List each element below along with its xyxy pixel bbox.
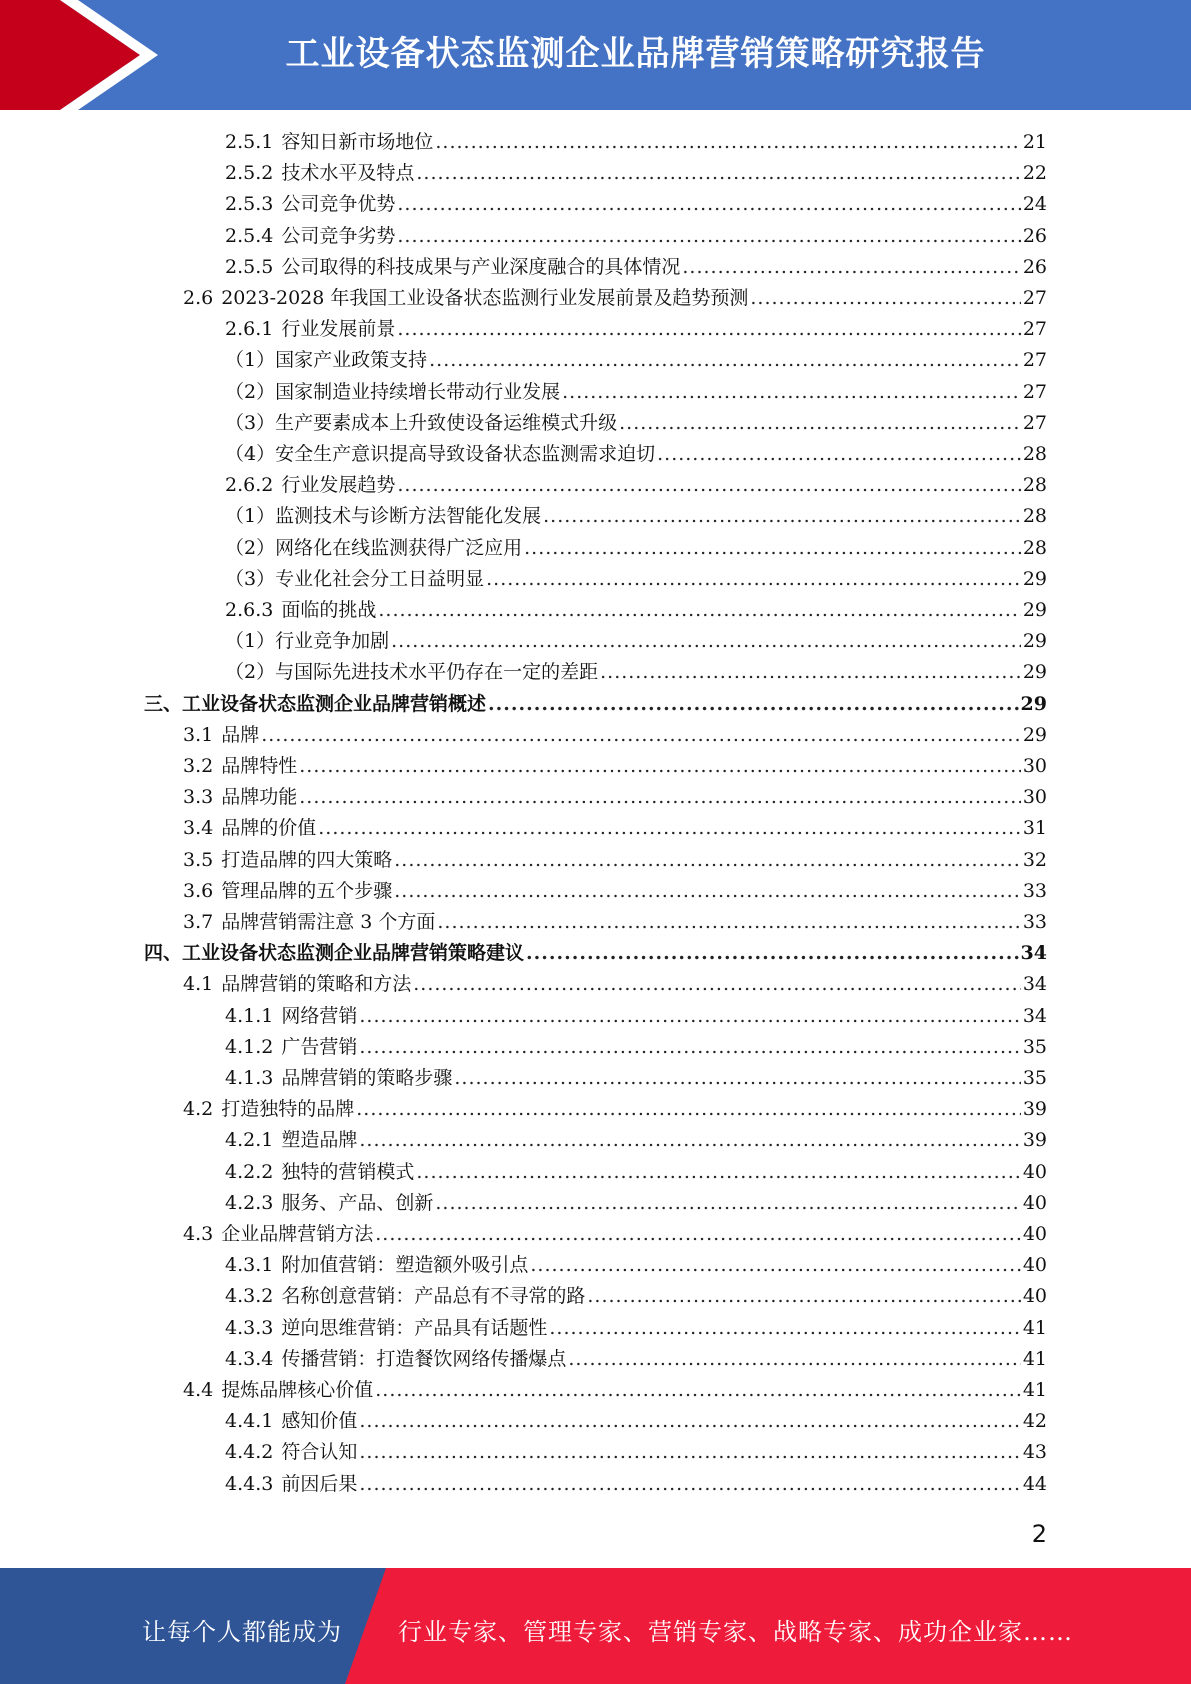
toc-dot-leader [397, 314, 1020, 345]
toc-entry-page: 24 [1022, 193, 1047, 215]
toc-dot-leader [524, 533, 1021, 564]
toc-entry-title: 独特的营销模式 [281, 1161, 415, 1183]
toc-entry[interactable] [225, 657, 1047, 688]
toc-entry-number: 4.2.1 [225, 1129, 274, 1151]
toc-entry-title: 公司竞争优势 [281, 193, 396, 215]
toc-dot-leader [397, 189, 1020, 220]
toc-entry-page: 35 [1022, 1067, 1047, 1089]
toc-entry-number: （2） [225, 661, 276, 683]
toc-entry[interactable] [225, 408, 1047, 439]
toc-dot-leader [397, 221, 1020, 252]
toc-entry-page: 43 [1022, 1441, 1047, 1463]
toc-entry-title: 广告营销 [281, 1036, 358, 1058]
toc-dot-leader [750, 283, 1020, 314]
toc-dot-leader [657, 439, 1021, 470]
toc-entry-title: 品牌营销的策略和方法 [221, 973, 412, 995]
header-arrow-decoration [0, 0, 160, 110]
toc-entry-title: 国家产业政策支持 [275, 349, 428, 371]
toc-entry-title: 安全生产意识提高导致设备状态监测需求迫切 [275, 443, 656, 465]
toc-entry-page: 34 [1020, 942, 1047, 964]
toc-entry-number: 三、 [144, 693, 183, 715]
toc-entry-title: 面临的挑战 [281, 599, 377, 621]
toc-entry-title: 品牌功能 [221, 786, 298, 808]
toc-entry-title: 提炼品牌核心价值 [221, 1379, 374, 1401]
toc-entry-page: 29 [1022, 568, 1047, 590]
page-header [0, 0, 1191, 110]
toc-entry-number: 3.4 [183, 817, 214, 839]
toc-entry[interactable] [225, 595, 1047, 626]
toc-entry-page: 40 [1022, 1192, 1047, 1214]
toc-entry-page: 28 [1022, 537, 1047, 559]
toc-entry-title: 塑造品牌 [281, 1129, 358, 1151]
toc-entry-number: 2.5.2 [225, 162, 274, 184]
page-footer [0, 1568, 1191, 1684]
toc-entry-number: 2.6.1 [225, 318, 274, 340]
toc-entry-page: 41 [1022, 1348, 1047, 1370]
footer-slogan-right: 行业专家、管理专家、营销专家、战略专家、成功企业家…… [398, 1618, 1073, 1646]
toc-entry-title: 公司取得的科技成果与产业深度融合的具体情况 [281, 256, 681, 278]
toc-entry-page: 28 [1022, 474, 1047, 496]
toc-dot-leader [391, 626, 1021, 657]
toc-entry[interactable] [225, 1032, 1047, 1063]
toc-entry[interactable] [183, 969, 1047, 1000]
toc-entry[interactable] [183, 720, 1047, 751]
toc-entry-page: 44 [1022, 1473, 1047, 1495]
toc-entry-number: 4.4.2 [225, 1441, 274, 1463]
toc-dot-leader [261, 720, 1021, 751]
toc-entry-title: 打造品牌的四大策略 [221, 849, 393, 871]
toc-dot-leader [394, 876, 1021, 907]
toc-entry-title: 行业发展趋势 [281, 474, 396, 496]
toc-entry[interactable] [183, 1094, 1047, 1125]
toc-entry-title: 容知日新市场地位 [281, 131, 434, 153]
footer-slogan-left: 让每个人都能成为 [142, 1618, 342, 1646]
toc-dot-leader [549, 1313, 1020, 1344]
toc-dot-leader [568, 1344, 1020, 1375]
toc-entry-page: 30 [1022, 786, 1047, 808]
toc-entry-page: 27 [1022, 381, 1047, 403]
toc-entry[interactable] [225, 1344, 1047, 1375]
toc-dot-leader [299, 751, 1021, 782]
toc-entry-page: 21 [1022, 131, 1047, 153]
toc-entry-page: 26 [1022, 256, 1047, 278]
toc-entry-number: 4.3.3 [225, 1317, 274, 1339]
toc-dot-leader [378, 595, 1020, 626]
toc-entry[interactable] [183, 283, 1047, 314]
toc-entry-page: 34 [1022, 1005, 1047, 1027]
toc-entry[interactable] [225, 252, 1047, 283]
toc-entry[interactable] [144, 938, 1047, 969]
toc-entry-number: 4.1.2 [225, 1036, 274, 1058]
toc-entry-number: 2.6.3 [225, 599, 274, 621]
toc-entry-page: 40 [1022, 1161, 1047, 1183]
toc-dot-leader [600, 657, 1021, 688]
toc-entry-title: 国家制造业持续增长带动行业发展 [275, 381, 561, 403]
toc-entry-page: 29 [1022, 661, 1047, 683]
toc-entry[interactable] [225, 564, 1047, 595]
toc-entry[interactable] [225, 221, 1047, 252]
toc-entry-page: 27 [1022, 349, 1047, 371]
toc-entry[interactable] [225, 1157, 1047, 1188]
toc-dot-leader [359, 1469, 1020, 1500]
toc-entry[interactable] [225, 1125, 1047, 1156]
toc-entry-title: 2023-2028 年我国工业设备状态监测行业发展前景及趋势预测 [221, 287, 749, 309]
toc-entry-page: 27 [1022, 318, 1047, 340]
toc-entry-number: （3） [225, 412, 276, 434]
toc-dot-leader [486, 564, 1021, 595]
toc-dot-leader [359, 1406, 1020, 1437]
toc-entry[interactable] [183, 907, 1047, 938]
toc-entry[interactable] [225, 626, 1047, 657]
toc-entry-title: 行业竞争加剧 [275, 630, 390, 652]
toc-entry-page: 28 [1022, 505, 1047, 527]
toc-entry[interactable] [225, 1250, 1047, 1281]
toc-dot-leader [562, 377, 1021, 408]
toc-entry-number: 4.1 [183, 973, 214, 995]
toc-entry-title: 符合认知 [281, 1441, 358, 1463]
toc-entry[interactable] [225, 501, 1047, 532]
toc-dot-leader [526, 938, 1019, 969]
toc-entry[interactable] [225, 1281, 1047, 1312]
toc-entry-title: 品牌营销需注意 3 个方面 [221, 911, 436, 933]
toc-entry-page: 29 [1022, 599, 1047, 621]
toc-dot-leader [416, 1157, 1020, 1188]
toc-entry-page: 31 [1022, 817, 1047, 839]
toc-dot-leader [359, 1001, 1020, 1032]
toc-entry-page: 41 [1022, 1317, 1047, 1339]
toc-entry-number: 四、 [144, 942, 183, 964]
toc-dot-leader [682, 252, 1020, 283]
toc-entry-number: 4.1.1 [225, 1005, 274, 1027]
toc-entry-number: 2.6 [183, 287, 214, 309]
toc-entry-title: 品牌特性 [221, 755, 298, 777]
toc-entry-title: 管理品牌的五个步骤 [221, 880, 393, 902]
toc-entry-title: 行业发展前景 [281, 318, 396, 340]
toc-entry-number: 3.5 [183, 849, 214, 871]
toc-entry-title: 公司竞争劣势 [281, 225, 396, 247]
toc-entry-number: 4.2.2 [225, 1161, 274, 1183]
toc-entry[interactable] [183, 782, 1047, 813]
toc-entry-title: 前因后果 [281, 1473, 358, 1495]
toc-entry-page: 40 [1022, 1254, 1047, 1276]
toc-entry[interactable] [183, 845, 1047, 876]
toc-entry[interactable] [225, 1063, 1047, 1094]
toc-entry-number: 4.4.3 [225, 1473, 274, 1495]
toc-entry[interactable] [183, 876, 1047, 907]
toc-entry-number: 2.6.2 [225, 474, 274, 496]
toc-dot-leader [454, 1063, 1020, 1094]
toc-dot-leader [359, 1125, 1020, 1156]
toc-entry-page: 32 [1022, 849, 1047, 871]
toc-entry-title: 技术水平及特点 [281, 162, 415, 184]
toc-dot-leader [397, 470, 1020, 501]
toc-entry-number: 4.3.2 [225, 1285, 274, 1307]
toc-entry-page: 28 [1022, 443, 1047, 465]
toc-entry-title: 企业品牌营销方法 [221, 1223, 374, 1245]
toc-dot-leader [488, 689, 1019, 720]
toc-entry-number: 2.5.4 [225, 225, 274, 247]
toc-entry-title: 打造独特的品牌 [221, 1098, 355, 1120]
toc-entry-number: 4.4.1 [225, 1410, 274, 1432]
toc-entry-number: 3.6 [183, 880, 214, 902]
toc-dot-leader [435, 127, 1020, 158]
toc-dot-leader [437, 907, 1020, 938]
toc-entry-page: 29 [1020, 693, 1047, 715]
toc-dot-leader [530, 1250, 1020, 1281]
toc-entry[interactable] [183, 751, 1047, 782]
toc-entry-number: 4.3 [183, 1223, 214, 1245]
toc-entry[interactable] [183, 1219, 1047, 1250]
toc-entry[interactable] [225, 377, 1047, 408]
toc-dot-leader [359, 1032, 1020, 1063]
toc-entry[interactable] [225, 1001, 1047, 1032]
toc-dot-leader [375, 1219, 1021, 1250]
toc-entry-number: 3.3 [183, 786, 214, 808]
toc-dot-leader [416, 158, 1020, 189]
toc-entry-number: 4.4 [183, 1379, 214, 1401]
toc-entry[interactable] [225, 533, 1047, 564]
toc-entry[interactable] [225, 1313, 1047, 1344]
toc-entry[interactable] [225, 1406, 1047, 1437]
toc-entry-title: 附加值营销：塑造额外吸引点 [281, 1254, 529, 1276]
toc-entry-title: 专业化社会分工日益明显 [275, 568, 485, 590]
toc-entry-number: （1） [225, 505, 276, 527]
toc-entry-number: 3.2 [183, 755, 214, 777]
toc-dot-leader [299, 782, 1021, 813]
toc-entry[interactable] [225, 470, 1047, 501]
toc-entry[interactable] [225, 314, 1047, 345]
toc-entry[interactable] [225, 345, 1047, 376]
toc-dot-leader [619, 408, 1021, 439]
toc-entry-page: 33 [1022, 880, 1047, 902]
document-title: 工业设备状态监测企业品牌营销策略研究报告 [285, 34, 986, 74]
toc-entry-page: 27 [1022, 287, 1047, 309]
toc-entry-page: 34 [1022, 973, 1047, 995]
toc-entry-page: 40 [1022, 1285, 1047, 1307]
toc-dot-leader [356, 1094, 1021, 1125]
toc-entry[interactable] [225, 1469, 1047, 1500]
toc-entry[interactable] [183, 813, 1047, 844]
toc-entry[interactable] [225, 439, 1047, 470]
toc-dot-leader [375, 1375, 1021, 1406]
toc-entry-page: 39 [1022, 1098, 1047, 1120]
toc-entry-page: 39 [1022, 1129, 1047, 1151]
toc-entry-number: 2.5.5 [225, 256, 274, 278]
toc-dot-leader [318, 813, 1021, 844]
toc-dot-leader [413, 969, 1021, 1000]
toc-entry[interactable] [183, 1375, 1047, 1406]
toc-entry-page: 22 [1022, 162, 1047, 184]
toc-entry-number: 2.5.1 [225, 131, 274, 153]
toc-entry-number: 4.2 [183, 1098, 214, 1120]
toc-dot-leader [429, 345, 1021, 376]
toc-entry-title: 服务、产品、创新 [281, 1192, 434, 1214]
toc-entry-page: 29 [1022, 724, 1047, 746]
toc-entry-number: 4.2.3 [225, 1192, 274, 1214]
toc-entry-page: 40 [1022, 1223, 1047, 1245]
page-number: 2 [1031, 1520, 1047, 1548]
toc-entry-page: 42 [1022, 1410, 1047, 1432]
toc-entry-number: 4.3.4 [225, 1348, 274, 1370]
toc-entry-page: 29 [1022, 630, 1047, 652]
toc-entry-page: 41 [1022, 1379, 1047, 1401]
toc-entry[interactable] [225, 189, 1047, 220]
toc-entry-page: 35 [1022, 1036, 1047, 1058]
toc-dot-leader [543, 501, 1021, 532]
toc-entry-title: 工业设备状态监测企业品牌营销策略建议 [182, 942, 525, 964]
toc-entry-title: 逆向思维营销：产品具有话题性 [281, 1317, 548, 1339]
toc-entry-title: 监测技术与诊断方法智能化发展 [275, 505, 542, 527]
toc-entry-number: （2） [225, 381, 276, 403]
toc-entry-number: （3） [225, 568, 276, 590]
toc-entry-title: 工业设备状态监测企业品牌营销概述 [182, 693, 487, 715]
toc-entry[interactable] [144, 689, 1047, 720]
toc-entry-title: 生产要素成本上升致使设备运维模式升级 [275, 412, 618, 434]
toc-entry-title: 网络营销 [281, 1005, 358, 1027]
toc-entry-page: 27 [1022, 412, 1047, 434]
toc-dot-leader [587, 1281, 1020, 1312]
toc-entry-number: （1） [225, 349, 276, 371]
toc-entry-number: 4.3.1 [225, 1254, 274, 1276]
toc-entry-number: 4.1.3 [225, 1067, 274, 1089]
toc-entry-number: 2.5.3 [225, 193, 274, 215]
toc-dot-leader [435, 1188, 1020, 1219]
toc-entry-title: 与国际先进技术水平仍存在一定的差距 [275, 661, 599, 683]
toc-entry-title: 传播营销：打造餐饮网络传播爆点 [281, 1348, 567, 1370]
toc-entry-page: 30 [1022, 755, 1047, 777]
toc-entry-title: 感知价值 [281, 1410, 358, 1432]
toc-entry-title: 品牌的价值 [221, 817, 317, 839]
toc-entry-title: 网络化在线监测获得广泛应用 [275, 537, 523, 559]
toc-entry-title: 品牌营销的策略步骤 [281, 1067, 453, 1089]
toc-entry[interactable] [225, 1188, 1047, 1219]
toc-entry-title: 名称创意营销：产品总有不寻常的路 [281, 1285, 586, 1307]
toc-entry-number: （1） [225, 630, 276, 652]
toc-entry[interactable] [225, 1437, 1047, 1468]
toc-entry-number: 3.1 [183, 724, 214, 746]
toc-entry-page: 33 [1022, 911, 1047, 933]
toc-entry-number: （4） [225, 443, 276, 465]
toc-entry-number: 3.7 [183, 911, 214, 933]
toc-entry[interactable] [225, 127, 1047, 158]
toc-entry-page: 26 [1022, 225, 1047, 247]
toc-entry[interactable] [225, 158, 1047, 189]
toc-entry-title: 品牌 [221, 724, 260, 746]
toc-dot-leader [394, 845, 1021, 876]
toc-dot-leader [359, 1437, 1020, 1468]
toc-entry-number: （2） [225, 537, 276, 559]
